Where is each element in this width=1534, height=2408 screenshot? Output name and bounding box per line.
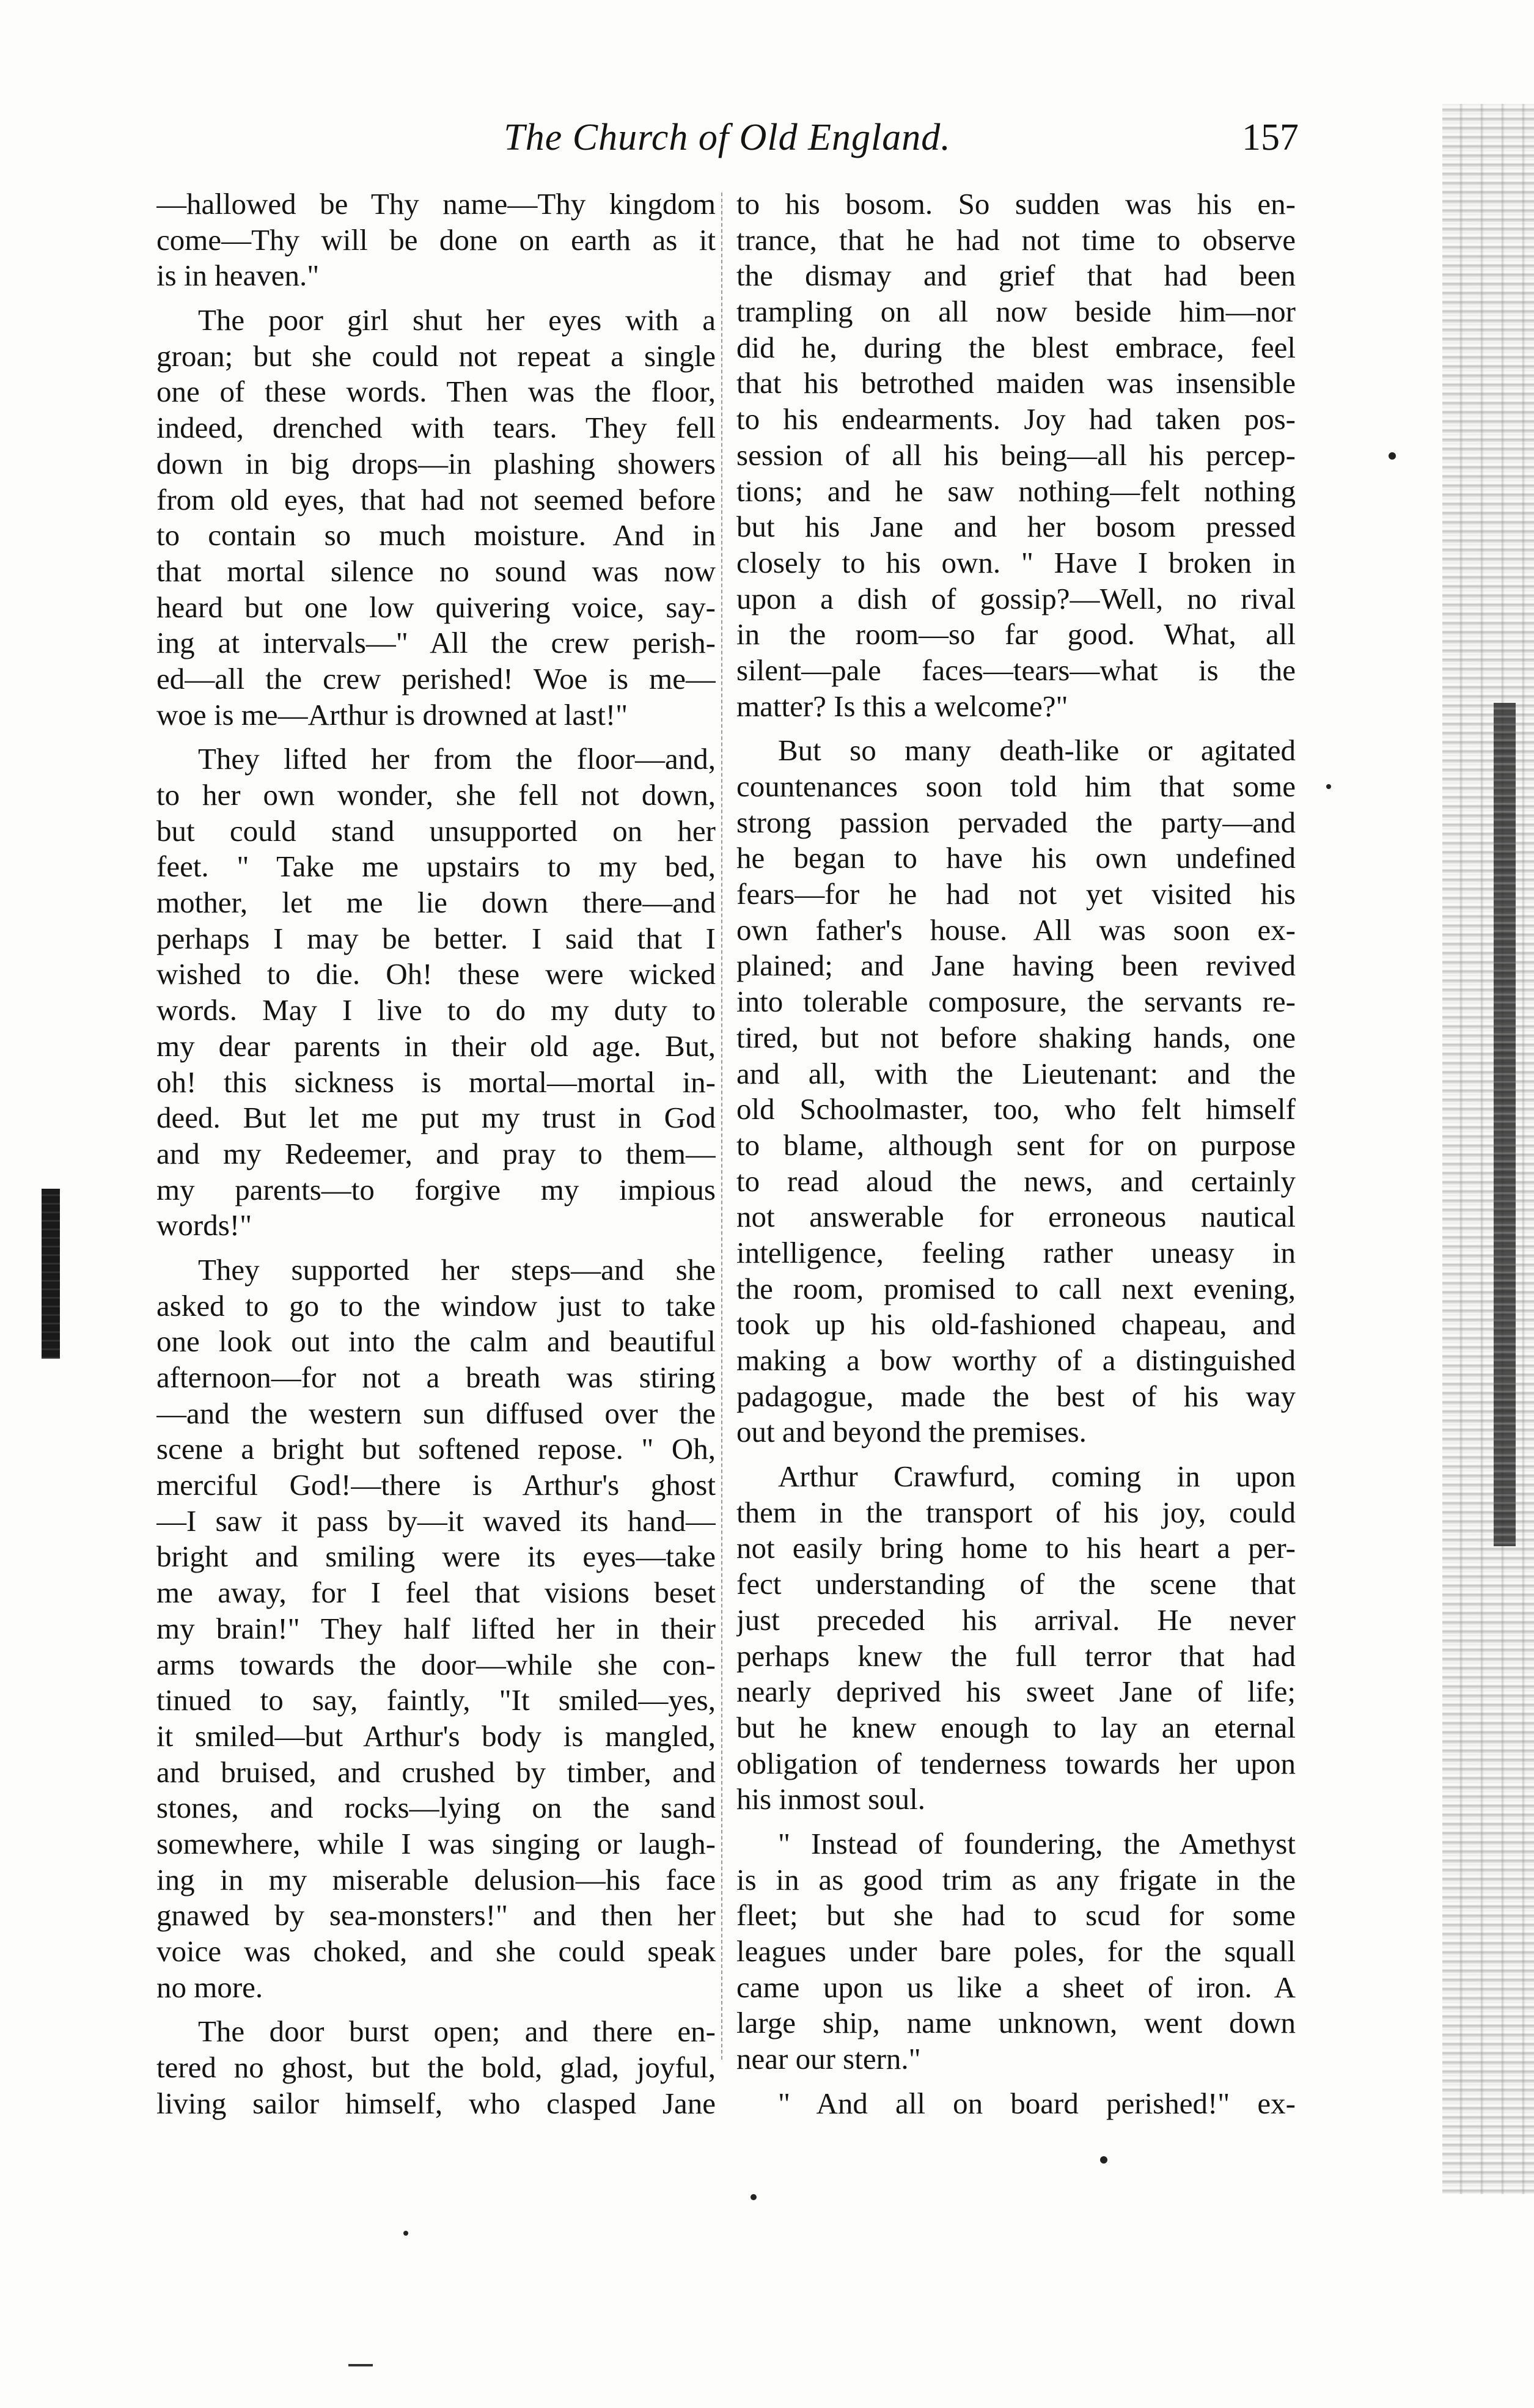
text-line: tired, but not before shaking hands, one: [736, 1020, 1296, 1054]
text-line: it smiled—but Arthur's body is mangled,: [156, 1719, 716, 1753]
paragraph-gap: [736, 1818, 1296, 1826]
text-line: large ship, name unknown, went down: [736, 2006, 1296, 2040]
text-line: The door burst open; and there en-: [198, 2014, 716, 2049]
text-line: They supported her steps—and she: [198, 1252, 716, 1287]
column-divider: [721, 193, 722, 2060]
text-line: But so many death-like or agitated: [778, 733, 1296, 768]
text-line: down in big drops—in plashing showers: [156, 446, 716, 480]
paragraph-gap: [736, 2077, 1296, 2086]
scan-edge-noise: [1442, 104, 1534, 2194]
text-line: countenances soon told him that some: [736, 769, 1296, 803]
text-line: somewhere, while I was singing or laugh-: [156, 1826, 716, 1860]
text-line: stones, and rocks—lying on the sand: [156, 1791, 716, 1825]
text-line: my dear parents in their old age. But,: [156, 1029, 716, 1063]
text-line: asked to go to the window just to take: [156, 1288, 716, 1323]
text-line: fears—for he had not yet visited his: [736, 877, 1296, 911]
text-line: " And all on board perished!" ex-: [778, 2086, 1296, 2120]
text-line: matter? Is this a welcome?": [736, 689, 1068, 723]
text-line: tered no ghost, but the bold, glad, joyful,: [156, 2050, 716, 2085]
text-line: them in the transport of his joy, could: [736, 1495, 1296, 1529]
text-line: feet. " Take me upstairs to my bed,: [156, 850, 716, 884]
text-line: in the room—so far good. What, all: [736, 617, 1296, 652]
scan-dash-mark: [348, 2364, 373, 2366]
paragraph-gap: [156, 733, 716, 741]
text-line: making a bow worthy of a distinguished: [736, 1343, 1296, 1377]
text-line: trance, that he had not time to observe: [736, 222, 1296, 257]
text-line: heard but one low quivering voice, say-: [156, 590, 716, 624]
text-line: oh! this sickness is mortal—mortal in-: [156, 1065, 716, 1099]
text-line: trampling on all now beside him—nor: [736, 295, 1296, 329]
text-line: into tolerable composure, the servants re-: [736, 985, 1296, 1019]
left-text-column: [156, 186, 716, 2121]
text-line: the dismay and grief that had been: [736, 259, 1296, 293]
text-line: took up his old-fashioned chapeau, and: [736, 1307, 1296, 1342]
scan-speck: [1100, 2156, 1107, 2164]
text-line: my brain!" They half lifted her in their: [156, 1611, 716, 1645]
text-line: deed. But let me put my trust in God: [156, 1101, 716, 1135]
text-line: arms towards the door—while she con-: [156, 1647, 716, 1681]
text-line: from old eyes, that had not seemed before: [156, 482, 716, 516]
text-line: afternoon—for not a breath was stiring: [156, 1360, 716, 1394]
text-line: just preceded his arrival. He never: [736, 1602, 1296, 1637]
text-line: —and the western sun diffused over the: [156, 1396, 716, 1430]
running-header: [156, 116, 1299, 171]
text-line: ing at intervals—" All the crew perish-: [156, 626, 716, 660]
text-line: Arthur Crawfurd, coming in upon: [778, 1459, 1296, 1494]
text-line: gnawed by sea-monsters!" and then her: [156, 1898, 716, 1933]
text-line: his inmost soul.: [736, 1782, 926, 1816]
scan-artifact-bar: [42, 1189, 60, 1359]
text-line: no more.: [156, 1970, 263, 2004]
text-line: bright and smiling were its eyes—take: [156, 1540, 716, 1574]
text-line: mother, let me lie down there—and: [156, 886, 716, 920]
text-line: one look out into the calm and beautiful: [156, 1324, 716, 1359]
text-line: not answerable for erroneous nautical: [736, 1200, 1296, 1234]
text-line: upon a dish of gossip?—Well, no rival: [736, 581, 1296, 615]
text-line: ing in my miserable delusion—his face: [156, 1862, 716, 1896]
text-line: wished to die. Oh! these were wicked: [156, 957, 716, 991]
text-line: leagues under bare poles, for the squall: [736, 1934, 1296, 1968]
text-line: and all, with the Lieutenant: and the: [736, 1056, 1296, 1090]
paragraph-gap: [156, 294, 716, 303]
text-line: one of these words. Then was the floor,: [156, 375, 716, 409]
paragraph-gap: [736, 724, 1296, 733]
text-line: that mortal silence no sound was now: [156, 554, 716, 588]
text-line: session of all his being—all his percep-: [736, 438, 1296, 472]
text-line: near our stern.": [736, 2042, 921, 2076]
text-line: words!": [156, 1208, 252, 1243]
text-line: perhaps knew the full terror that had: [736, 1639, 1296, 1673]
text-line: come—Thy will be done on earth as it: [156, 222, 716, 257]
text-line: living sailor himself, who clasped Jane: [156, 2086, 716, 2120]
text-line: to contain so much moisture. And in: [156, 518, 716, 552]
text-line: padagogue, made the best of his way: [736, 1379, 1296, 1413]
paragraph-gap: [156, 1244, 716, 1252]
text-line: plained; and Jane having been revived: [736, 949, 1296, 983]
right-text-column: [736, 186, 1296, 2121]
text-line: indeed, drenched with tears. They fell: [156, 411, 716, 445]
text-line: that his betrothed maiden was insensible: [736, 366, 1296, 400]
text-line: fleet; but she had to scud for some: [736, 1898, 1296, 1933]
text-line: tions; and he saw nothing—felt nothing: [736, 474, 1296, 508]
text-line: silent—pale faces—tears—what is the: [736, 653, 1296, 687]
text-line: to his bosom. So sudden was his en-: [736, 187, 1296, 221]
text-line: merciful God!—there is Arthur's ghost: [156, 1468, 716, 1502]
text-line: groan; but she could not repeat a single: [156, 339, 716, 373]
text-line: They lifted her from the floor—and,: [198, 742, 716, 776]
paragraph-gap: [156, 2005, 716, 2014]
text-line: ed—all the crew perished! Woe is me—: [156, 661, 716, 696]
text-line: strong passion pervaded the party—and: [736, 805, 1296, 839]
scan-speck: [403, 2231, 408, 2236]
text-line: but he knew enough to lay an eternal: [736, 1710, 1296, 1744]
text-line: The poor girl shut her eyes with a: [198, 303, 716, 337]
text-line: perhaps I may be better. I said that I: [156, 921, 716, 955]
text-line: own father's house. All was soon ex-: [736, 912, 1296, 947]
text-line: nearly deprived his sweet Jane of life;: [736, 1675, 1296, 1709]
text-line: did he, during the blest embrace, feel: [736, 330, 1296, 364]
paragraph-gap: [736, 1450, 1296, 1459]
text-line: woe is me—Arthur is drowned at last!": [156, 697, 628, 732]
text-line: is in as good trim as any frigate in the: [736, 1862, 1296, 1896]
text-line: —I saw it pass by—it waved its hand—: [156, 1503, 716, 1538]
text-line: —hallowed be Thy name—Thy kingdom: [156, 187, 716, 221]
text-line: the room, promised to call next evening,: [736, 1271, 1296, 1305]
text-line: voice was choked, and she could speak: [156, 1934, 716, 1968]
text-line: to read aloud the news, and certainly: [736, 1164, 1296, 1198]
text-line: tinued to say, faintly, "It smiled—yes,: [156, 1683, 716, 1717]
scan-speck: [750, 2194, 757, 2200]
text-line: and my Redeemer, and pray to them—: [156, 1136, 716, 1170]
text-line: intelligence, feeling rather uneasy in: [736, 1235, 1296, 1269]
text-line: he began to have his own undefined: [736, 841, 1296, 875]
text-line: fect understanding of the scene that: [736, 1567, 1296, 1601]
text-line: but his Jane and her bosom pressed: [736, 510, 1296, 544]
scan-speck: [1326, 784, 1331, 789]
text-line: scene a bright but softened repose. " Oh,: [156, 1432, 716, 1466]
text-line: to blame, although sent for on purpose: [736, 1128, 1296, 1162]
text-line: words. May I live to do my duty to: [156, 993, 716, 1027]
text-line: and bruised, and crushed by timber, and: [156, 1755, 716, 1789]
text-line: closely to his own. " Have I broken in: [736, 545, 1296, 579]
text-line: not easily bring home to his heart a per-: [736, 1531, 1296, 1565]
text-line: me away, for I feel that visions beset: [156, 1576, 716, 1610]
text-line: but could stand unsupported on her: [156, 813, 716, 848]
scan-edge-shadow: [1494, 703, 1516, 1546]
text-line: came upon us like a sheet of iron. A: [736, 1970, 1296, 2004]
text-line: my parents—to forgive my impious: [156, 1172, 716, 1206]
text-line: old Schoolmaster, too, who felt himself: [736, 1092, 1296, 1126]
page-number: 157: [1242, 117, 1299, 158]
scan-speck: [1389, 452, 1396, 460]
text-line: to his endearments. Joy had taken pos-: [736, 402, 1296, 436]
text-line: " Instead of foundering, the Amethyst: [778, 1826, 1296, 1860]
text-line: to her own wonder, she fell not down,: [156, 778, 716, 812]
running-title: The Church of Old England.: [504, 117, 951, 158]
text-line: obligation of tenderness towards her upon: [736, 1746, 1296, 1780]
text-line: out and beyond the premises.: [736, 1415, 1087, 1449]
text-line: is in heaven.": [156, 259, 320, 293]
